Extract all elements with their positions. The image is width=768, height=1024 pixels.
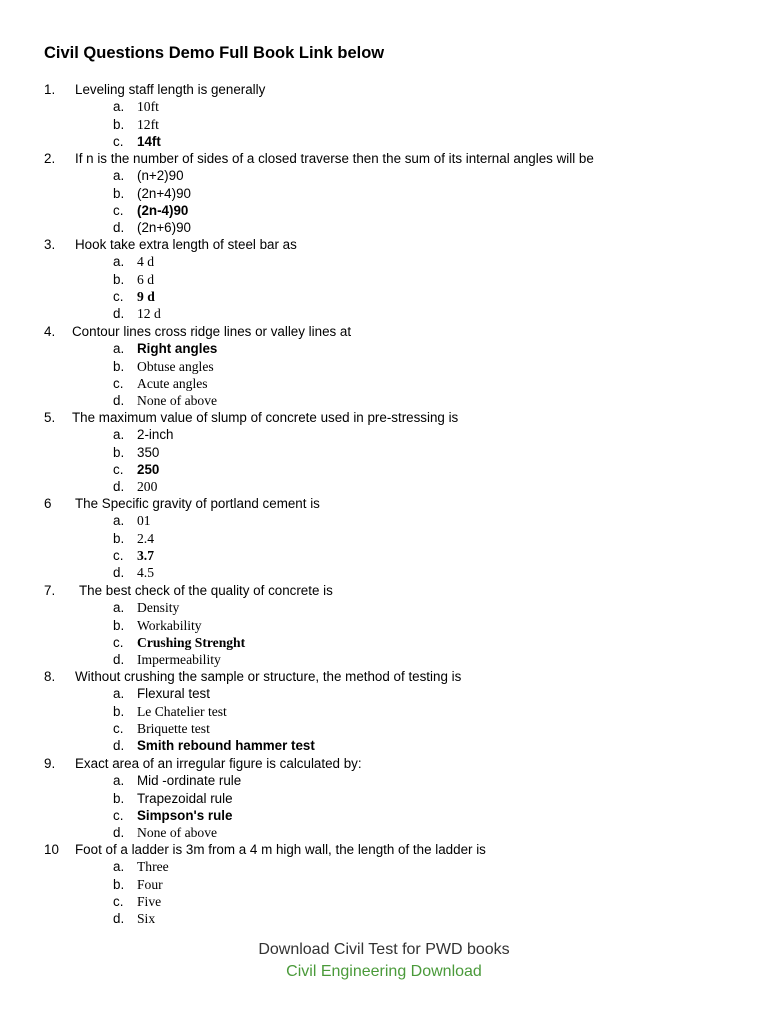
option-text: Four <box>137 877 163 892</box>
option-answer: Smith rebound hammer test <box>137 738 315 753</box>
option-letter: d. <box>113 738 125 753</box>
option-letter: a. <box>113 99 125 114</box>
option-text: Five <box>137 894 162 909</box>
option-text: Six <box>137 911 156 926</box>
option-letter: d. <box>113 652 125 667</box>
option-letter: c. <box>113 808 124 823</box>
footer-link[interactable]: Civil Engineering Download <box>286 963 482 980</box>
option-text: Density <box>137 600 180 615</box>
option-letter: d. <box>113 306 125 321</box>
option-text: Mid -ordinate rule <box>137 773 242 788</box>
option-letter: b. <box>113 186 125 201</box>
option-answer: 9 d <box>137 289 155 304</box>
option-letter: c. <box>113 721 124 736</box>
option-letter: c. <box>113 462 124 477</box>
option-text: 350 <box>137 445 160 460</box>
option-answer: 250 <box>137 462 160 477</box>
question-number: 5. <box>44 410 56 425</box>
question-number: 2. <box>44 151 56 166</box>
option-answer: Simpson's rule <box>137 808 233 823</box>
option-text: 10ft <box>137 99 159 114</box>
option-answer: Right angles <box>137 341 218 356</box>
option-text: 01 <box>137 513 151 528</box>
option-letter: a. <box>113 427 125 442</box>
option-text: 12 d <box>137 306 161 321</box>
option-answer: 14ft <box>137 134 161 149</box>
option-answer: Crushing Strenght <box>137 635 246 650</box>
question-text: The maximum value of slump of concrete used in pre-stressing is <box>72 410 459 425</box>
question-text: Contour lines cross ridge lines or valley lines at <box>72 324 352 339</box>
option-letter: b. <box>113 791 125 806</box>
question-number: 7. <box>44 583 56 598</box>
question-text: Hook take extra length of steel bar as <box>75 237 297 252</box>
option-letter: c. <box>113 635 124 650</box>
option-letter: c. <box>113 134 124 149</box>
question-number: 1. <box>44 82 56 97</box>
question-number: 6 <box>44 496 52 511</box>
option-text: (2n+4)90 <box>137 186 191 201</box>
option-letter: b. <box>113 445 125 460</box>
option-text: Flexural test <box>137 686 210 701</box>
option-text: 12ft <box>137 117 159 132</box>
option-letter: d. <box>113 220 125 235</box>
option-letter: d. <box>113 565 125 580</box>
option-letter: c. <box>113 376 124 391</box>
option-letter: b. <box>113 117 125 132</box>
option-letter: b. <box>113 272 125 287</box>
option-letter: b. <box>113 618 125 633</box>
option-letter: a. <box>113 686 125 701</box>
option-letter: a. <box>113 168 125 183</box>
question-text: If n is the number of sides of a closed traverse then the sum of its internal angles will be <box>75 151 594 166</box>
option-answer: (2n-4)90 <box>137 203 189 218</box>
footer-text: Download Civil Test for PWD books <box>258 941 510 958</box>
option-text: 4.5 <box>137 565 154 580</box>
option-letter: b. <box>113 359 125 374</box>
option-text: (2n+6)90 <box>137 220 191 235</box>
question-text: Leveling staff length is generally <box>75 82 266 97</box>
question-number: 10 <box>44 842 59 857</box>
option-text: Three <box>137 859 169 874</box>
question-number: 3. <box>44 237 56 252</box>
option-answer: 3.7 <box>137 548 154 563</box>
option-text: 6 d <box>137 272 154 287</box>
option-letter: b. <box>113 704 125 719</box>
option-text: Acute angles <box>137 376 208 391</box>
option-letter: d. <box>113 911 125 926</box>
option-text: 4 d <box>137 254 154 269</box>
option-letter: b. <box>113 877 125 892</box>
option-letter: c. <box>113 203 124 218</box>
question-number: 8. <box>44 669 56 684</box>
option-text: Le Chatelier test <box>137 704 227 719</box>
option-letter: b. <box>113 531 125 546</box>
option-text: Impermeability <box>137 652 221 667</box>
option-letter: d. <box>113 479 125 494</box>
option-text: 2.4 <box>137 531 154 546</box>
question-text: Foot of a ladder is 3m from a 4 m high wall, the length of the ladder is <box>75 842 486 857</box>
option-letter: c. <box>113 548 124 563</box>
option-text: Trapezoidal rule <box>137 791 233 806</box>
question-text: The best check of the quality of concrete is <box>79 583 333 598</box>
option-text: Briquette test <box>137 721 210 736</box>
option-text: Workability <box>137 618 202 633</box>
option-letter: c. <box>113 289 124 304</box>
page-title: Civil Questions Demo Full Book Link below <box>44 44 385 62</box>
option-letter: d. <box>113 825 125 840</box>
option-text: Obtuse angles <box>137 359 214 374</box>
option-text: None of above <box>137 825 218 840</box>
question-text: The Specific gravity of portland cement is <box>75 496 320 511</box>
question-number: 9. <box>44 756 56 771</box>
option-letter: c. <box>113 894 124 909</box>
question-text: Without crushing the sample or structure, the method of testing is <box>75 669 462 684</box>
question-number: 4. <box>44 324 56 339</box>
option-letter: d. <box>113 393 125 408</box>
option-letter: a. <box>113 341 125 356</box>
option-letter: a. <box>113 773 125 788</box>
question-text: Exact area of an irregular figure is calculated by: <box>75 756 362 771</box>
option-text: 2-inch <box>137 427 174 442</box>
option-letter: a. <box>113 859 125 874</box>
option-letter: a. <box>113 600 125 615</box>
option-text: 200 <box>137 479 158 494</box>
option-text: None of above <box>137 393 218 408</box>
option-letter: a. <box>113 513 125 528</box>
option-letter: a. <box>113 254 125 269</box>
option-text: (n+2)90 <box>137 168 184 183</box>
